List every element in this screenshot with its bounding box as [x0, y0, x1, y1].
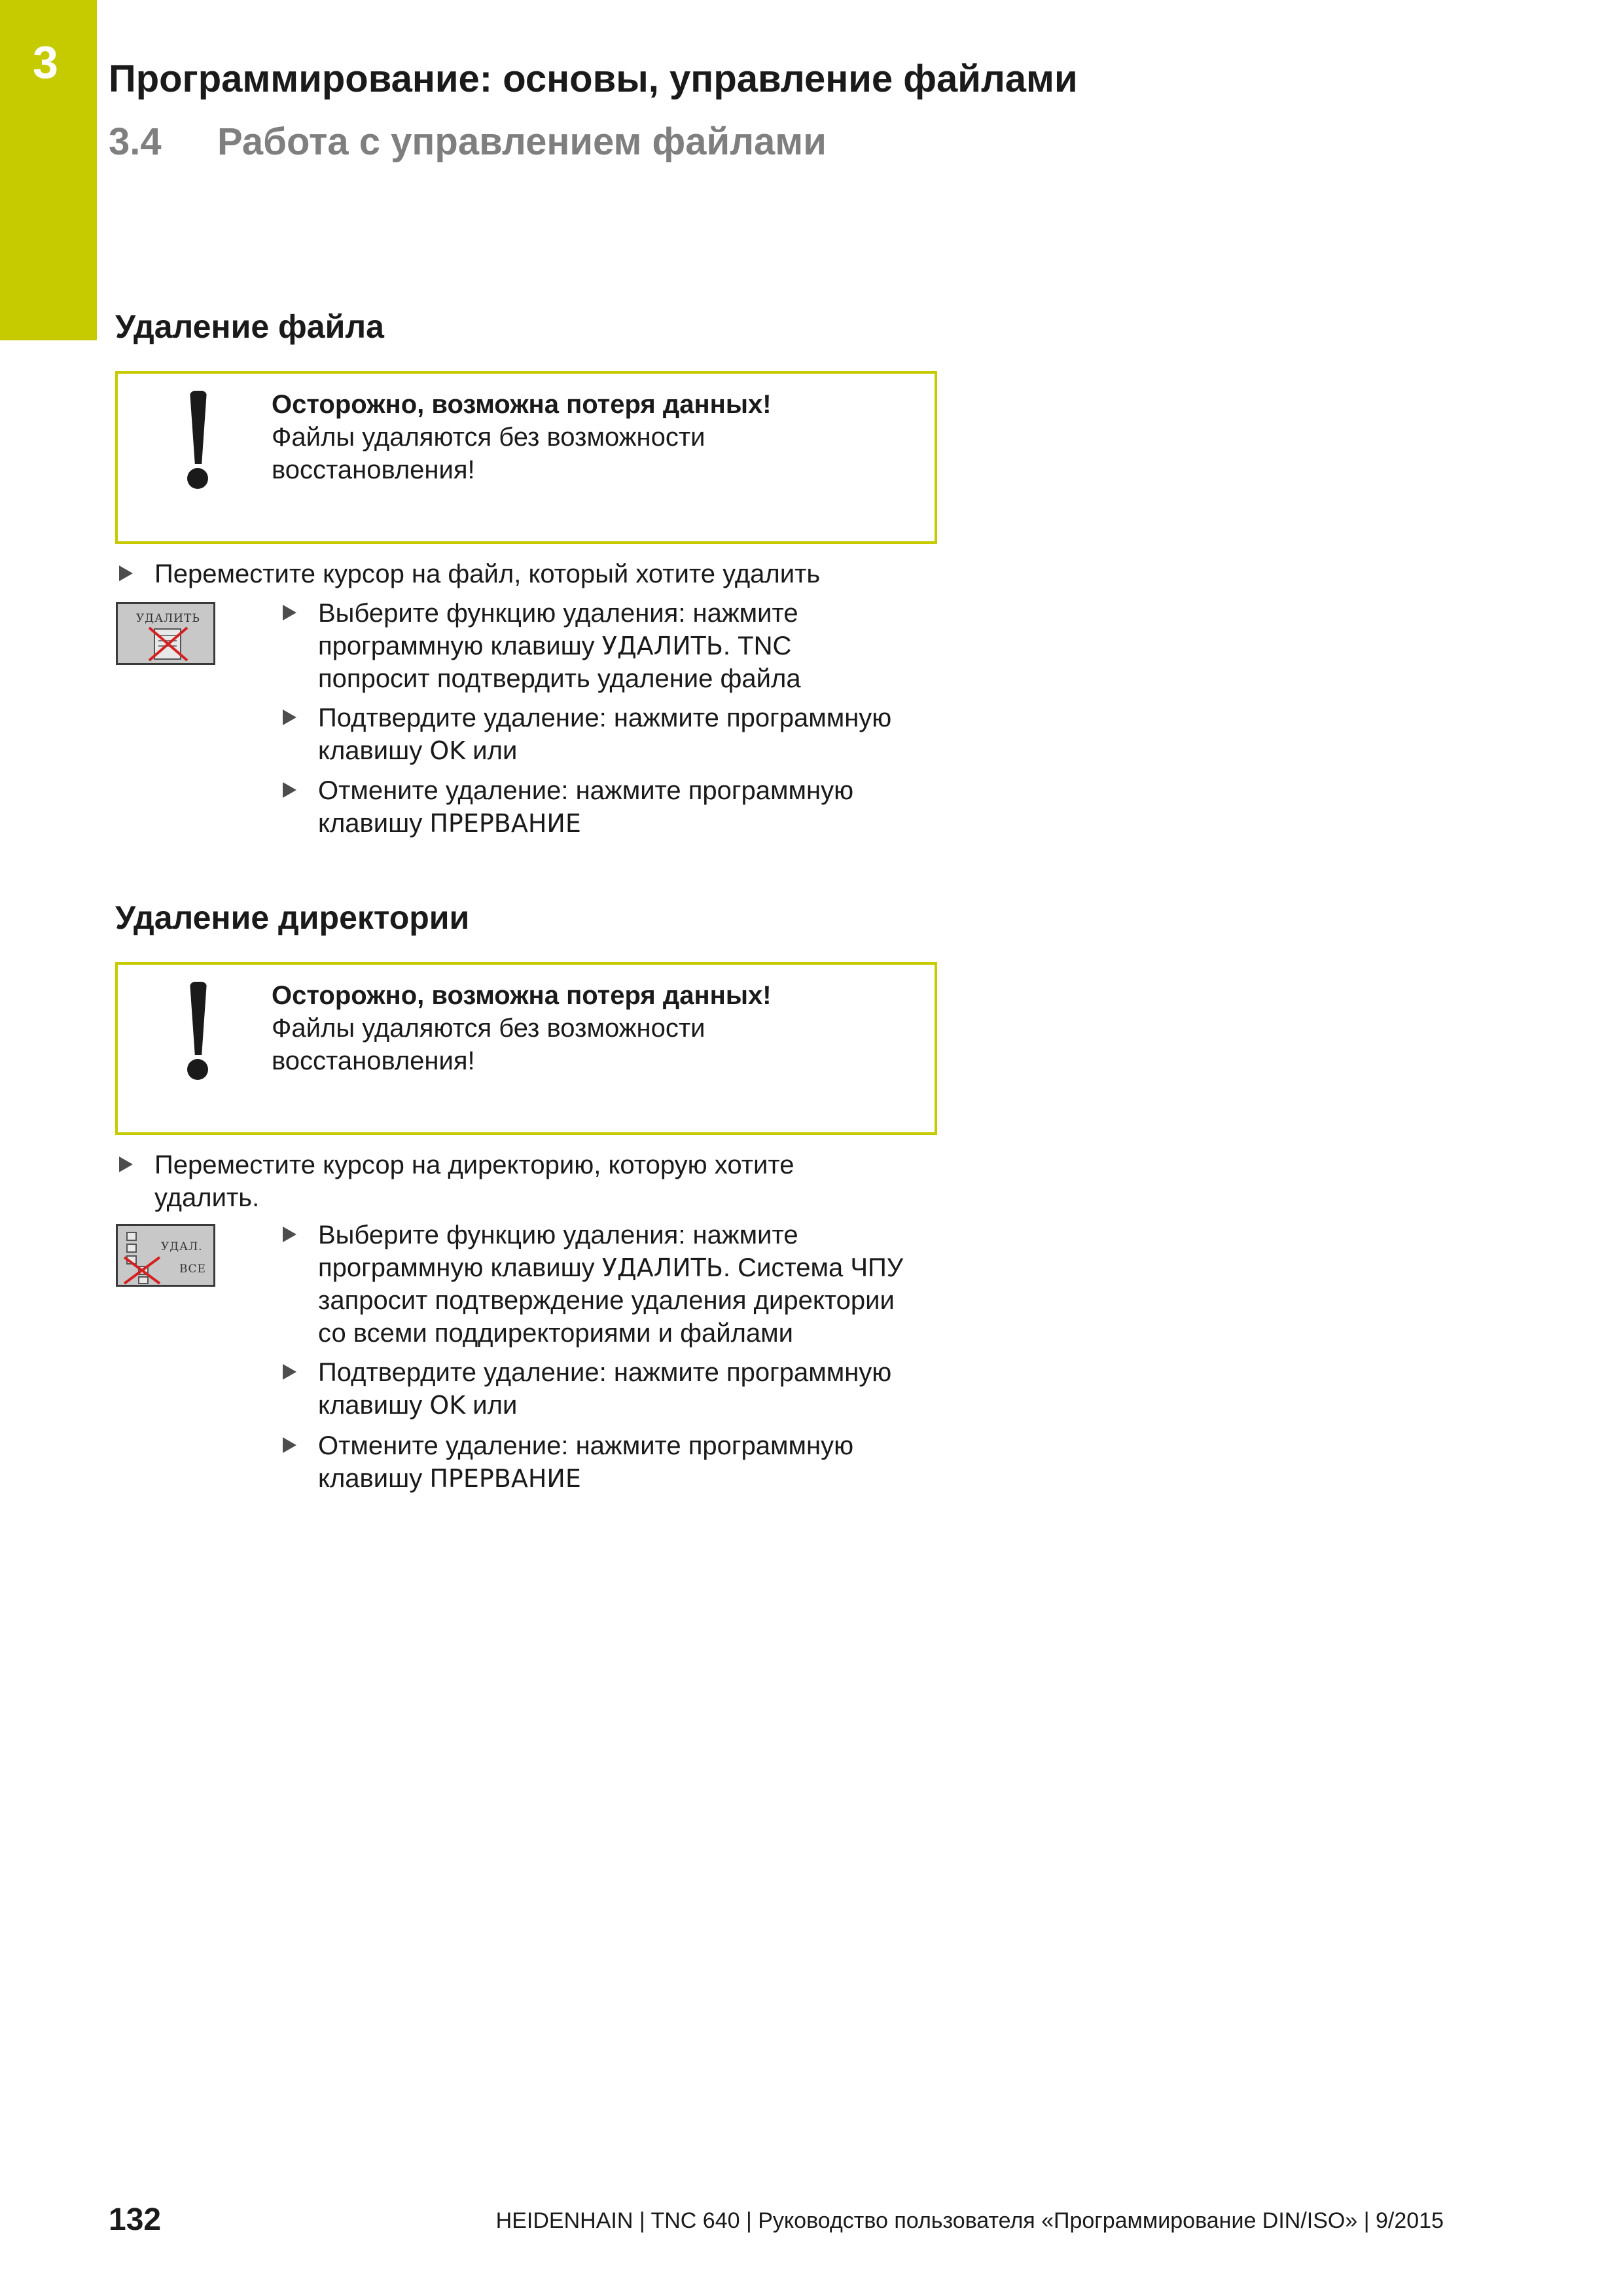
warning-icon: [181, 391, 215, 489]
delete-all-softkey-button[interactable]: [116, 1224, 215, 1287]
softkey-name: ПРЕРВАНИЕ: [429, 1464, 581, 1493]
step-text: Выберите функцию удаления: нажмите: [318, 599, 798, 628]
bullet-arrow-icon: [283, 1437, 296, 1453]
step-text: попросит подтвердить удаление файла: [318, 664, 801, 693]
warning-line: восстановления!: [272, 1047, 475, 1075]
step-text: Отмените удаление: нажмите программную: [318, 1431, 854, 1460]
step-text: клавишу ПРЕРВАНИЕ: [318, 809, 581, 838]
softkey-label: УДАЛ.: [161, 1240, 203, 1253]
list-item: [283, 774, 950, 840]
bullet-arrow-icon: [283, 1364, 296, 1380]
step-text: Отмените удаление: нажмите программную: [318, 776, 854, 805]
step-text: клавишу OK или: [318, 1391, 518, 1420]
warning-title: Осторожно, возможна потеря данных!: [272, 390, 772, 419]
step-text: клавишу ПРЕРВАНИЕ: [318, 1464, 581, 1493]
footer-text: HEIDENHAIN | TNC 640 | Руководство пользователя «Программирование DIN/ISO» | 9/2015: [495, 2208, 1444, 2233]
bullet-arrow-icon: [283, 782, 296, 798]
softkey-label: ВСЕ: [179, 1263, 206, 1276]
softkey-name: OK: [429, 736, 466, 765]
list-item: [119, 1149, 944, 1214]
step-text: программную клавишу УДАЛИТЬ. Система ЧПУ: [318, 1253, 904, 1282]
step-text: клавишу OK или: [318, 736, 518, 765]
step-text: Переместите курсор на файл, который хотите удалить: [154, 560, 821, 588]
delete-directory-icon: [120, 1229, 161, 1285]
warning-line: Файлы удаляются без возможности: [272, 1014, 705, 1043]
softkey-name: OK: [429, 1391, 466, 1420]
page-number: 132: [109, 2202, 162, 2237]
list-item: [283, 1219, 950, 1350]
warning-text: [272, 979, 926, 1077]
section-title-text: Работа с управлением файлами: [217, 120, 827, 163]
warning-text: [272, 388, 926, 486]
bullet-arrow-icon: [283, 605, 296, 620]
list-item: [283, 597, 950, 695]
step-text: Выберите функцию удаления: нажмите: [318, 1221, 798, 1249]
bullet-arrow-icon: [283, 709, 296, 725]
step-text: Переместите курсор на директорию, которую хотите: [154, 1151, 794, 1179]
softkey-name: УДАЛИТЬ: [601, 632, 723, 660]
list-item: [283, 1356, 950, 1422]
section-number: 3.4: [109, 120, 162, 163]
step-text: программную клавишу УДАЛИТЬ. TNC: [318, 632, 792, 660]
step-text: Подтвердите удаление: нажмите программную: [318, 1358, 892, 1387]
heading-delete-directory: Удаление директории: [115, 899, 470, 936]
bullet-arrow-icon: [119, 565, 133, 581]
bullet-arrow-icon: [119, 1157, 133, 1172]
step-text: запросит подтверждение удаления директории: [318, 1286, 895, 1315]
delete-softkey-button[interactable]: [116, 602, 215, 665]
chapter-title: Программирование: основы, управление файлами: [109, 58, 1078, 100]
softkey-label: УДАЛИТЬ: [136, 612, 200, 625]
warning-title: Осторожно, возможна потеря данных!: [272, 981, 772, 1010]
step-text: со всеми поддиректориями и файлами: [318, 1319, 794, 1348]
warning-icon: [181, 982, 215, 1080]
bullet-arrow-icon: [283, 1227, 296, 1242]
warning-box: [115, 371, 937, 544]
chapter-number: 3: [33, 37, 58, 88]
warning-line: Файлы удаляются без возможности: [272, 423, 705, 452]
list-item: [283, 702, 950, 767]
heading-delete-file: Удаление файла: [115, 308, 384, 345]
warning-box: [115, 962, 937, 1135]
list-item: [283, 1429, 950, 1495]
delete-file-icon: [147, 626, 190, 662]
softkey-name: ПРЕРВАНИЕ: [429, 809, 581, 838]
warning-line: восстановления!: [272, 456, 475, 484]
list-item: [119, 558, 944, 590]
softkey-name: УДАЛИТЬ: [601, 1253, 723, 1282]
section-title: [109, 120, 827, 163]
step-text: удалить.: [154, 1183, 260, 1212]
step-text: Подтвердите удаление: нажмите программную: [318, 704, 892, 732]
